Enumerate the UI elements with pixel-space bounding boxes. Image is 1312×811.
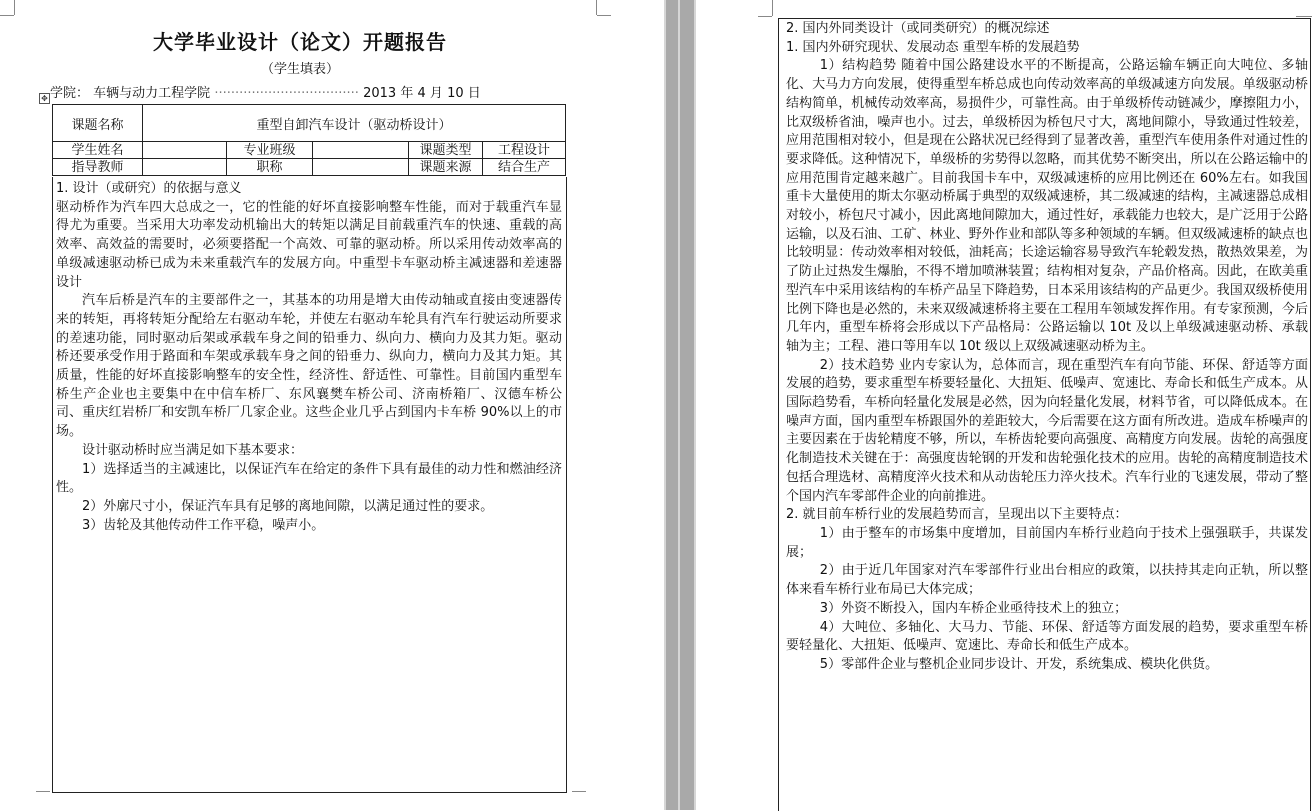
list-item: 3）齿轮及其他传动件工作平稳，噪声小。	[82, 517, 325, 533]
job-title-label: 职称	[227, 159, 313, 176]
crop-mark	[36, 791, 50, 792]
crop-mark	[14, 0, 15, 15]
topic-type-value[interactable]: 工程设计	[483, 142, 566, 159]
topic-value[interactable]: 重型自卸汽车设计（驱动桥设计）	[143, 105, 566, 142]
section-heading: 2. 就目前车桥行业的发展趋势而言，呈现出以下主要特点：	[786, 507, 1128, 523]
college-label: 学院：	[50, 86, 90, 101]
paragraph: 汽车后桥是汽车的主要部件之一，其基本的功用是增大由传动轴或直接由变速器传来的转矩，再将转矩分配给左右驱动车轮，并使左右驱动车轮具有汽车行驶运动所要求的差速功能，同时驱动后架或承载车身之间的铅垂力、纵向力、横向力及其力矩。驱动桥还要承受作用于路面和车架或承载车身之间的铅垂力、纵向力，横向力及其力矩。其质量，性能的好坏直接影响整车的安全性，经济性、舒适性、可靠性。目前国内重型车桥生产企业也主要集中在中信车桥厂、东风襄樊车桥公司、济南桥箱厂、汉德车桥公司、重庆红岩桥厂和安凯车桥厂几家企业。这些企业几乎占到国内卡车桥 90%以上的市场。	[56, 293, 562, 440]
year-label: 年	[400, 86, 414, 101]
date-year: 2013	[363, 86, 397, 101]
report-subtitle: （学生填表）	[260, 62, 339, 77]
college-line	[50, 82, 580, 101]
paragraph: 1）结构趋势 随着中国公路建设水平的不断提高，公路运输车辆正向大吨位、多轴化、大马力方向发展，使得重型车桥总成也向传动效率高的单级减速方向发展。单级驱动桥结构简单，机械传动效率高，易损件少，可靠性高。由于单级桥传动链减少，摩擦阻力小，比双级桥省油，噪声也小。过去，单级桥因为桥包尺寸大，离地间隙小，导致通过性较差，应用范围相对较小，但是现在公路状况已经得到了显著改善，重型汽车使用条件对通过性的要求降低。这种情况下，单级桥的劣势得以忽略，而其优势不断突出，所以在公路运输中的应用范围肯定越来越广。目前我国卡车中，双级减速桥的应用比例还在 60%左右。如我国重卡大量使用的斯太尔驱动桥属于典型的双级减速桥，其二级减速的结构，主减速器总成相对较小，桥包尺寸减小，因此离地间隙加大，通过性好，承载能力也较大，是广泛用于公路运输，以及石油、工矿、林业、野外作业和部队等多种领域的车辆。但双级减速桥的缺点也比较明显：传动效率相对较低，油耗高；长途运输容易导致汽车轮毂发热，散热效果差，为了防止过热发生爆胎，不得不增加喷淋装置；结构相对复杂，产品价格高。因此，在欧美重型汽车中采用该结构的车桥产品呈下降趋势，日本采用该结构的产品更少。我国双级桥使用比例下降也是必然的，未来双级减速桥将主要在工程用车领域发挥作用。有专家预测，今后几年内，重型车桥将会形成以下产品格局：公路运输以 10t 及以上单级减速驱动桥、承载轴为主；工程、港口等用车以 10t 级以上双级减速驱动桥为主。	[786, 58, 1308, 354]
topic-source-value[interactable]: 结合生产	[483, 159, 566, 176]
list-item: 1）选择适当的主减速比，以保证汽车在给定的条件下具有最佳的动力性和燃油经济性。	[56, 461, 562, 496]
section-heading: 1. 国内外研究现状、发展动态 重型车桥的发展趋势	[786, 39, 1080, 55]
major-class-cell[interactable]	[313, 142, 409, 159]
report-title: 大学毕业设计（论文）开题报告	[153, 30, 447, 54]
page-gap	[664, 0, 696, 810]
topic-source-label: 课题来源	[409, 159, 483, 176]
crop-mark	[572, 791, 586, 792]
list-item: 5）零部件企业与整机企业同步设计、开发，系统集成、模块化供货。	[819, 656, 1219, 672]
table-move-handle-icon[interactable]: ✥	[39, 93, 50, 104]
major-class-label: 专业班级	[227, 142, 313, 159]
list-item: 1）由于整车的市场集中度增加，目前国内车桥行业趋向于技术上强强联手，共谋发展；	[786, 525, 1308, 560]
advisor-label: 指导教师	[53, 159, 143, 176]
section-heading: 2. 国内外同类设计（或同类研究）的概况综述	[786, 21, 1050, 36]
paragraph: 设计驱动桥时应当满足如下基本要求：	[82, 442, 304, 458]
section-heading: 1. 设计（或研究）的依据与意义	[56, 181, 242, 196]
topic-type-label: 课题类型	[409, 142, 483, 159]
list-item: 2）由于近几年国家对汽车零部件行业出台相应的政策，以扶持其走向正轨，所以整体来看车桥行业布局已大体完成；	[786, 563, 1308, 598]
day-label: 日	[467, 86, 481, 101]
job-title-cell[interactable]	[313, 159, 409, 176]
topic-label: 课题名称	[53, 105, 143, 142]
crop-mark	[596, 0, 597, 15]
list-item: 3）外资不断投入，国内车桥企业亟待技术上的独立；	[819, 600, 1128, 616]
paragraph: 2）技术趋势 业内专家认为，总体而言，现在重型汽车有向节能、环保、舒适等方面发展的趋势，要求重型车桥要轻量化、大扭矩、低噪声、宽速比、寿命长和低生产成本。从国际趋势看，车桥向轻量化发展是必然，因为向轻量化发展，材料节省，可以降低成本。在噪声方面，国内重型车桥跟国外的差距较大，今后需要在这方面有所改进。造成车桥噪声的主要因素在于齿轮精度不够，所以，车桥齿轮要向高强度、高精度方向发展。齿轮的高强度化制造技术关键在于：高强度齿轮钢的开发和齿轮强化技术的应用。齿轮的高精度制造技术包括合理选材、高精度淬火技术和从动齿轮压力淬火技术。汽车行业的飞速发展，带动了整个国内汽车零部件企业的向前推进。	[786, 357, 1308, 504]
date-day: 10	[447, 86, 464, 101]
page-edge	[678, 0, 680, 810]
right-body-text[interactable]	[786, 20, 1308, 675]
crop-mark	[772, 0, 773, 16]
left-body-text[interactable]	[56, 180, 562, 535]
crop-mark	[0, 15, 14, 16]
student-name-label: 学生姓名	[53, 142, 143, 159]
date-month: 4	[417, 86, 426, 101]
list-item: 4）大吨位、多轴化、大马力、节能、环保、舒适等方面发展的趋势，要求重型车桥要轻量化、大扭矩、低噪声、宽速比、寿命长和低生产成本。	[786, 619, 1308, 654]
info-table	[52, 104, 566, 176]
student-name-cell[interactable]	[143, 142, 227, 159]
leader-dots: ···································	[214, 86, 359, 101]
paragraph: 驱动桥作为汽车四大总成之一，它的性能的好坏直接影响整车性能，而对于载重汽车显得尤为重要。当采用大功率发动机输出大的转矩以满足目前载重汽车的快速、重载的高效率、高效益的需要时，必须要搭配一个高效、可靠的驱动桥。所以采用传动效率高的单级减速驱动桥已成为未来重载汽车的发展方向。中重型卡车驱动桥主减速器和差速器设计	[56, 199, 562, 290]
crop-mark	[1296, 16, 1312, 17]
crop-mark	[597, 15, 611, 16]
list-item: 2）外廓尺寸小，保证汽车具有足够的离地间隙，以满足通过性的要求。	[82, 498, 494, 514]
crop-mark	[758, 16, 772, 17]
page-edge	[664, 0, 666, 810]
advisor-cell[interactable]	[143, 159, 227, 176]
college-value: 车辆与动力工程学院	[93, 86, 211, 101]
month-label: 月	[429, 86, 443, 101]
